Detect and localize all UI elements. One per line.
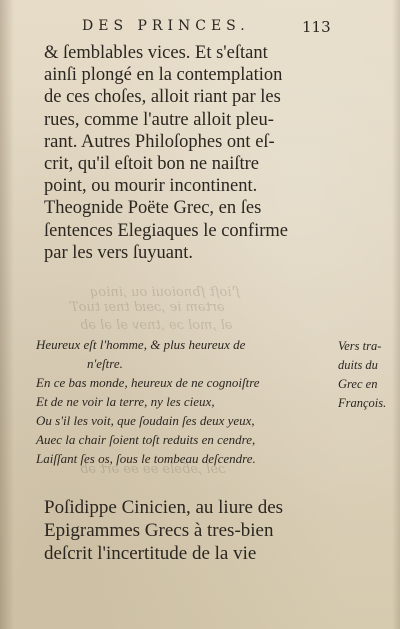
- text-line: Theognide Poëte Grec, en ſes: [44, 198, 262, 219]
- verse-line: Et de ne voir la terre, ny les cieux,: [36, 394, 215, 409]
- show-through-text: ɔɘl ,ɘɓɘlɘ ɘɘ ɘɘ ərt əb: [80, 462, 226, 477]
- margin-note-line: Grec en: [338, 377, 378, 391]
- verse-block: [36, 335, 330, 468]
- verse-line: En ce bas monde, heureux de ne cognoiſtre: [36, 375, 260, 390]
- show-through-text: ſ'ioſt ſbnoioui ou ,inioq: [90, 285, 240, 300]
- text-line: Poſidippe Cinicien, au liure des: [44, 497, 284, 518]
- text-line: point, ou mourir incontinent.: [44, 176, 258, 197]
- text-line: ainſi plongé en la contemplation: [44, 65, 283, 86]
- text-line: rues, comme l'autre alloit pleu-: [44, 109, 274, 130]
- body-paragraph-1: [44, 42, 336, 264]
- text-line: par les vers ſuyuant.: [44, 242, 193, 263]
- margin-note: [338, 337, 398, 413]
- verse-line: Ou s'il les voit, que ſoudain ſes deux yeux,: [36, 413, 255, 428]
- text-line: ſentences Elegiaques le confirme: [44, 220, 288, 241]
- running-title: DES PRINCES.: [82, 18, 250, 34]
- text-line: rant. Autres Philoſophes ont eſ-: [44, 131, 275, 152]
- show-through-text: ərtəm ie ,ɔɘɪd tnɘɪ tuoT: [70, 300, 225, 315]
- verse-line: Heureux eſt l'homme, & plus heureux de: [36, 337, 246, 352]
- body-paragraph-2: [44, 496, 336, 565]
- page-gutter-shadow: [0, 0, 14, 629]
- running-header: [82, 18, 332, 34]
- text-line: de ces choſes, alloit riant par les: [44, 87, 281, 108]
- margin-note-line: François.: [338, 396, 387, 410]
- page-number: 113: [302, 18, 331, 36]
- show-through-text: əl ,mol ɔɘ ,tnɘv ɘl əl əb: [80, 318, 233, 333]
- text-line: deſcrit l'incertitude de la vie: [44, 543, 257, 564]
- margin-note-line: duits du: [338, 358, 378, 372]
- margin-note-line: Vers tra-: [338, 339, 382, 353]
- verse-line: n'eſtre.: [87, 356, 123, 371]
- text-line: & ſemblables vices. Et s'eſtant: [44, 43, 268, 63]
- text-line: Epigrammes Grecs à tres-bien: [44, 520, 274, 541]
- verse-line: Auec la chair ſoient toſt reduits en cendre,: [36, 432, 256, 447]
- page-edge-shadow: [392, 0, 400, 629]
- verse-line: Laiſſant ſes os, ſous le tombeau deſcendre.: [36, 451, 256, 466]
- text-line: crit, qu'il eſtoit bon ne naiſtre: [44, 154, 259, 175]
